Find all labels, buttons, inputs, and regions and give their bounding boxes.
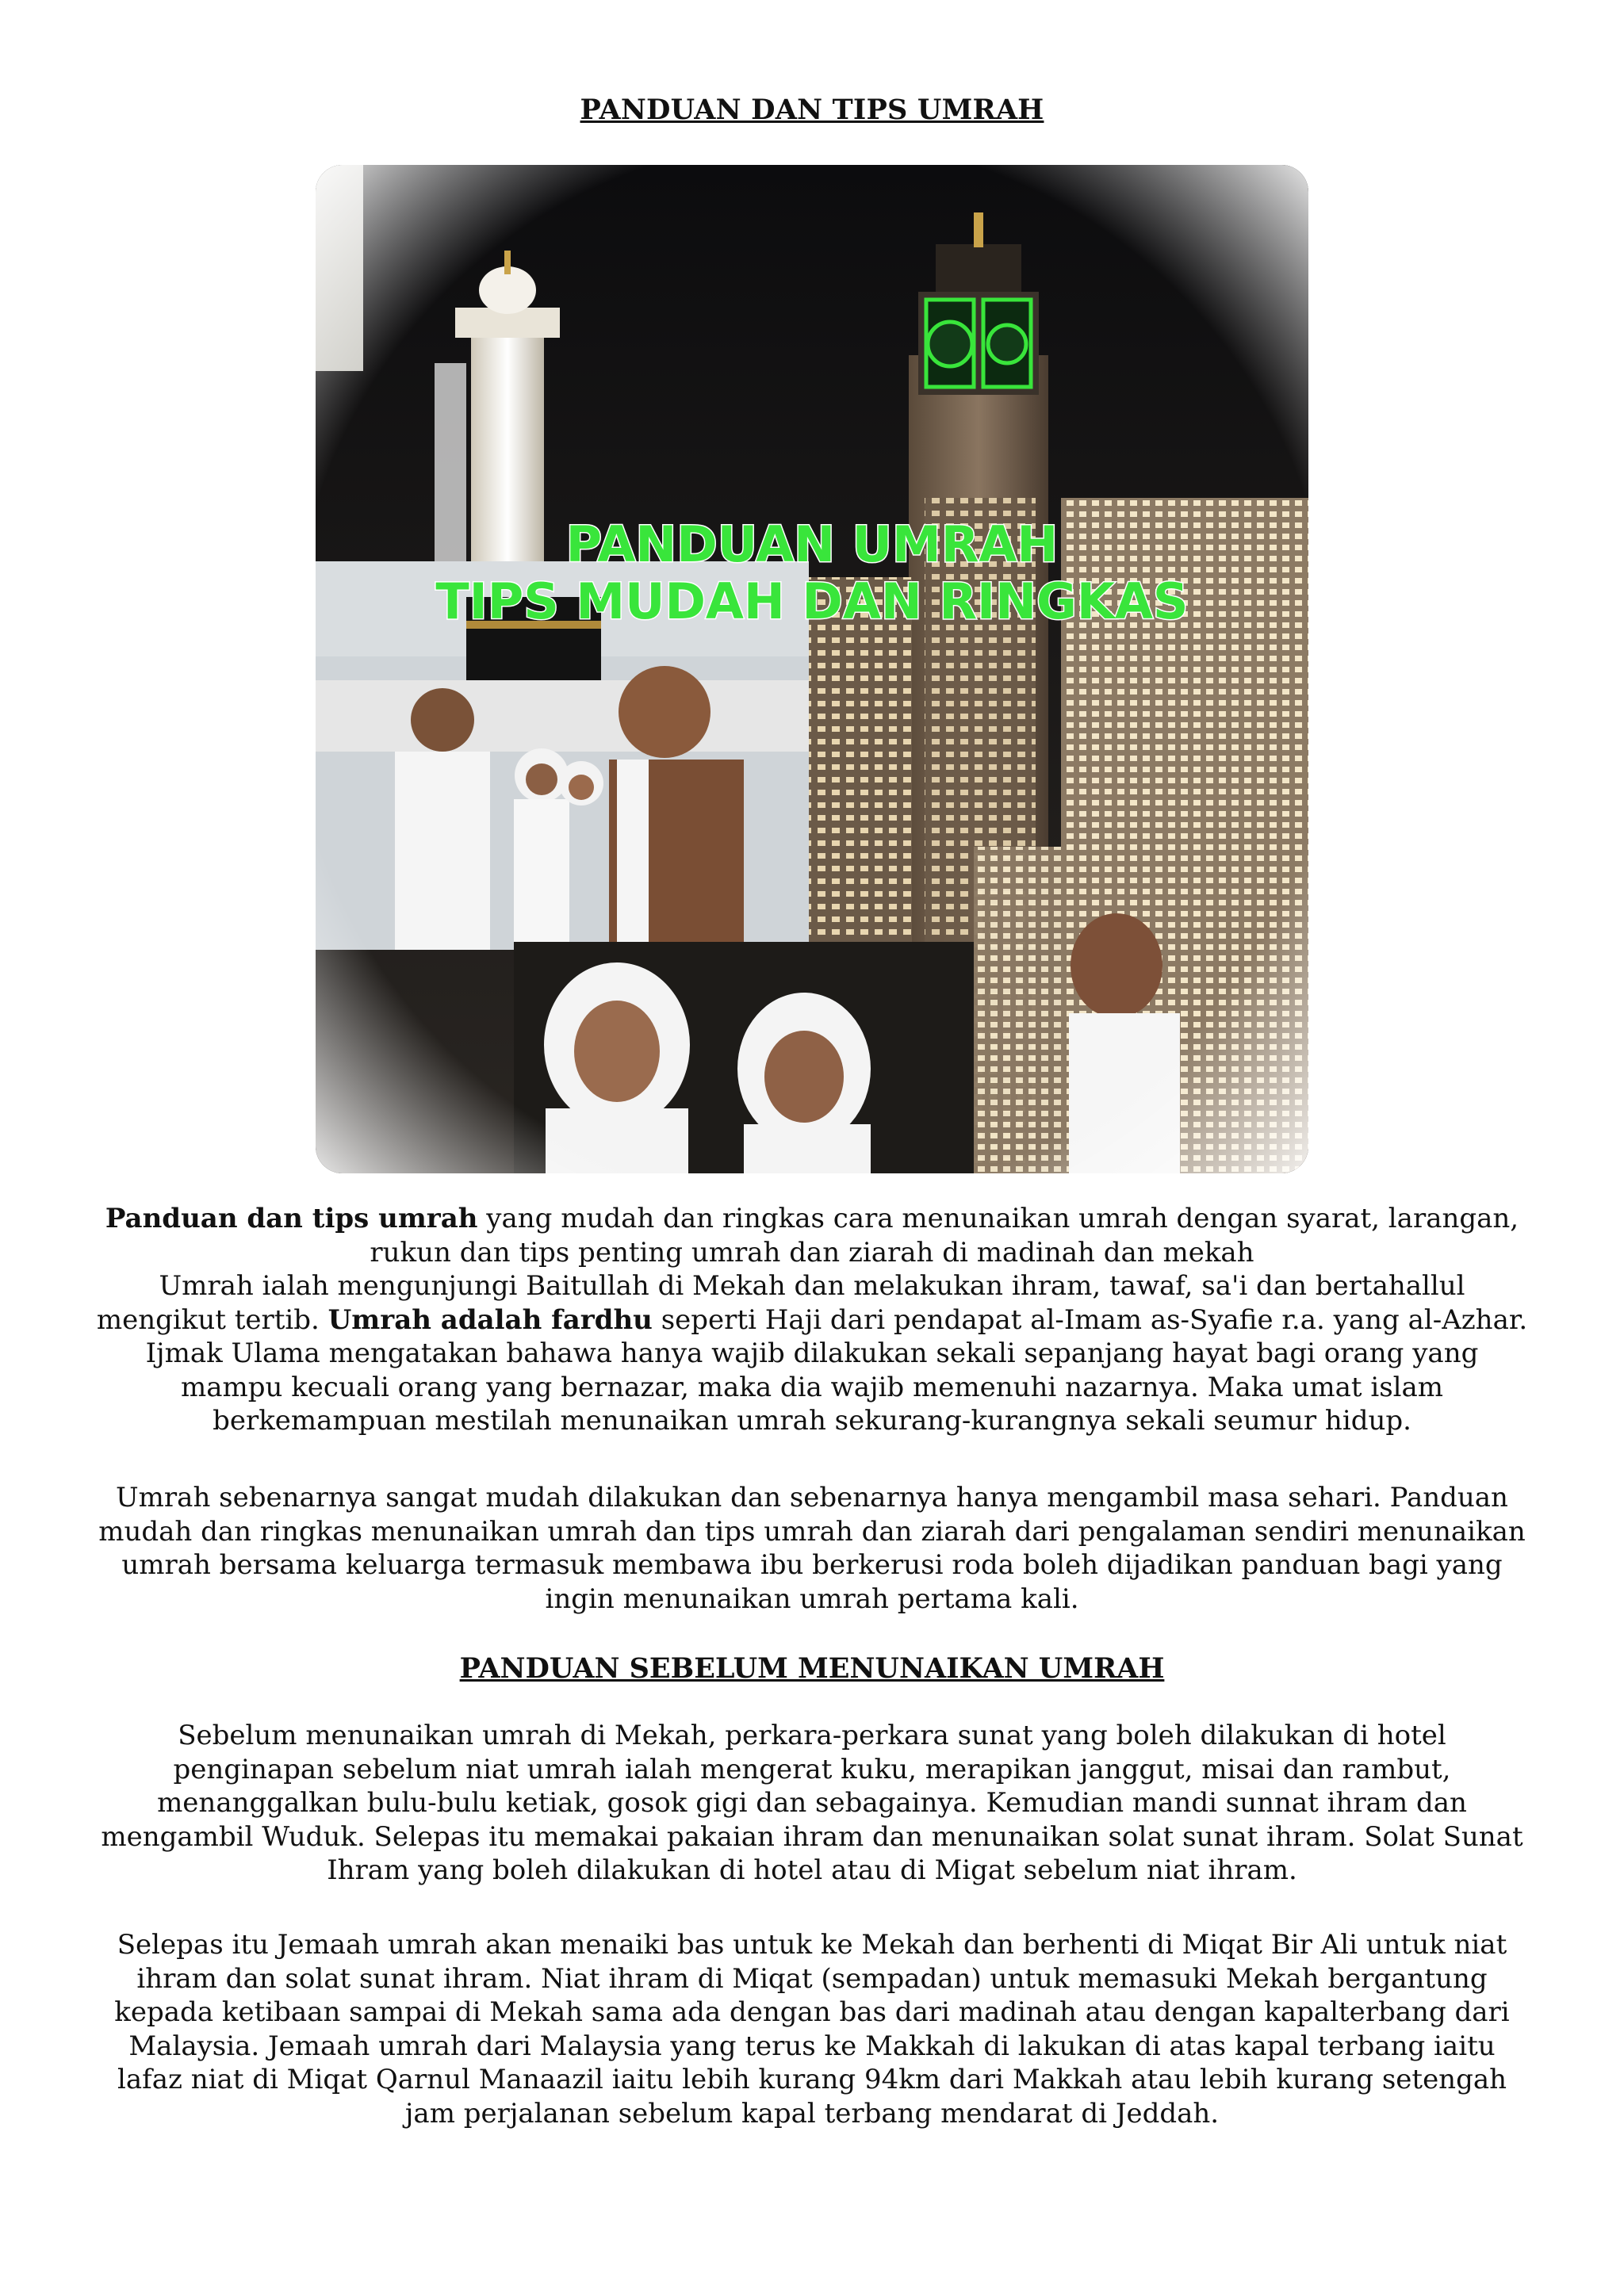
intro-lead bbox=[95, 1202, 1529, 1269]
intro-paragraph bbox=[95, 1269, 1529, 1438]
intro-p1-end: seperti Haji dari pendapat al-Imam as-Syafie r.a. yang al-Azhar. Ijmak Ulama mengatakan bahawa hanya wajib dilakukan sekali sepanjang hayat bagi orang yang mampu kecuali orang yang bernazar, maka dia wajib memenuhi nazarnya. Maka umat islam berkemampuan mestilah menunaikan umrah sekurang-kurangnya sekali seumur hidup. bbox=[145, 1303, 1528, 1437]
section-heading: PANDUAN SEBELUM MENUNAIKAN UMRAH bbox=[459, 1652, 1165, 1685]
vignette bbox=[316, 165, 1308, 1173]
paragraph-2: Umrah sebenarnya sangat mudah dilakukan dan sebenarnya hanya mengambil masa sehari. Panduan mudah dan ringkas menunaikan umrah dan tips umrah dan ziarah dari pengalaman sendiri menunaikan umrah bersama keluarga termasuk membawa ibu berkerusi roda boleh dijadikan panduan bagi yang ingin menunaikan umrah pertama kali. bbox=[98, 1482, 1526, 1615]
page-title: PANDUAN DAN TIPS UMRAH bbox=[580, 94, 1044, 126]
hero-collage-image bbox=[316, 165, 1308, 1173]
intro-lead-bold: Panduan dan tips umrah bbox=[105, 1203, 478, 1234]
section-paragraph-1: Sebelum menunaikan umrah di Mekah, perkara-perkara sunat yang boleh dilakukan di hotel penginapan sebelum niat umrah ialah mengerat kuku, merapikan janggut, misai dan rambut, menanggalkan bulu-bulu ketiak, gosok gigi dan sebagainya. Kemudian mandi sunnat ihram dan mengambil Wuduk. Selepas itu memakai pakaian ihram dan menunaikan solat sunat ihram. Solat Sunat Ihram yang boleh dilakukan di hotel atau di Migat sebelum niat ihram. bbox=[101, 1720, 1523, 1886]
intro-lead-rest: yang mudah dan ringkas cara menunaikan umrah dengan syarat, larangan, rukun dan tips penting umrah dan ziarah di madinah dan mekah bbox=[370, 1203, 1519, 1269]
intro-p1-bold: Umrah adalah fardhu bbox=[327, 1303, 653, 1336]
overlay-line-1: PANDUAN UMRAH bbox=[565, 515, 1059, 573]
section-paragraph-2: Selepas itu Jemaah umrah akan menaiki bas untuk ke Mekah dan berhenti di Miqat Bir Ali untuk niat ihram dan solat sunat ihram. Niat ihram di Miqat (sempadan) untuk memasuki Mekah bergantung kepada ketibaan sampai di Mekah sama ada dengan bas dari madinah atau dengan kapalterbang dari Malaysia. Jemaah umrah dari Malaysia yang terus ke Makkah di lakukan di atas kapal terbang iaitu lafaz niat di Miqat Qarnul Manaazil iaitu lebih kurang 94km dari Makkah atau lebih kurang setengah jam perjalanan sebelum kapal terbang mendarat di Jeddah. bbox=[114, 1929, 1510, 2130]
intro-section bbox=[95, 1202, 1529, 1438]
collage-graphic bbox=[316, 165, 1308, 1173]
intro-p1-start: Umrah ialah mengunjungi Baitullah di Mekah dan melakukan ihram, tawaf, sa'i dan bertahallul mengikut tertib. bbox=[96, 1270, 1465, 1336]
overlay-line-2: TIPS MUDAH DAN RINGKAS bbox=[435, 572, 1189, 630]
